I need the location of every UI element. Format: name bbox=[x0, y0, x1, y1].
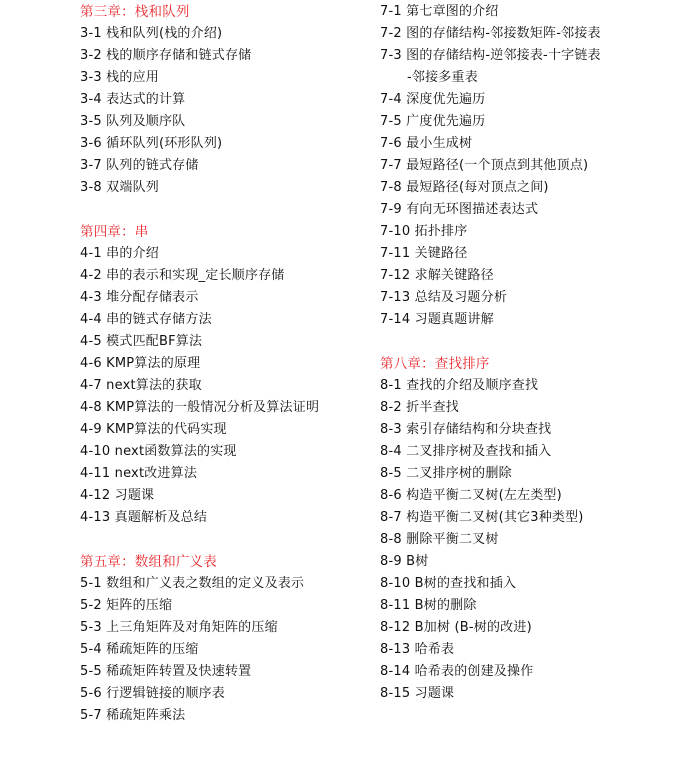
toc-item-8-6: 8-6 构造平衡二叉树(左左类型) bbox=[380, 488, 562, 503]
toc-item-8-11: 8-11 B树的删除 bbox=[380, 598, 477, 613]
toc-item-8-10: 8-10 B树的查找和插入 bbox=[380, 576, 517, 591]
toc-item-7-14: 7-14 习题真题讲解 bbox=[380, 312, 494, 327]
toc-item-4-6: 4-6 KMP算法的原理 bbox=[80, 356, 201, 371]
toc-item-4-9: 4-9 KMP算法的代码实现 bbox=[80, 422, 227, 437]
toc-item-5-5: 5-5 稀疏矩阵转置及快速转置 bbox=[80, 664, 252, 679]
chapter-3-section bbox=[80, 1, 370, 199]
chapter-4-section bbox=[80, 221, 370, 529]
toc-item-4-13: 4-13 真题解析及总结 bbox=[80, 510, 208, 525]
toc-item-8-8: 8-8 删除平衡二叉树 bbox=[380, 532, 499, 547]
toc-item-8-15: 8-15 习题课 bbox=[380, 686, 455, 701]
toc-item-5-2: 5-2 矩阵的压缩 bbox=[80, 598, 173, 613]
section-spacer bbox=[80, 199, 370, 221]
toc-item-8-5: 8-5 二叉排序树的删除 bbox=[380, 466, 512, 481]
toc-item-8-7: 8-7 构造平衡二叉树(其它3种类型) bbox=[380, 510, 584, 525]
toc-item-8-1: 8-1 查找的介绍及顺序查找 bbox=[380, 378, 539, 393]
toc-item-7-6: 7-6 最小生成树 bbox=[380, 136, 473, 151]
toc-item-4-10: 4-10 next函数算法的实现 bbox=[80, 444, 237, 459]
toc-item-7-9: 7-9 有向无环图描述表达式 bbox=[380, 202, 539, 217]
toc-item-3-6: 3-6 循环队列(环形队列) bbox=[80, 136, 223, 151]
toc-item-7-12: 7-12 求解关键路径 bbox=[380, 268, 494, 283]
toc-item-7-2: 7-2 图的存储结构-邻接数矩阵-邻接表 bbox=[380, 26, 601, 41]
toc-item-4-3: 4-3 堆分配存储表示 bbox=[80, 290, 199, 305]
toc-item-7-1: 7-1 第七章图的介绍 bbox=[380, 4, 499, 19]
toc-item-8-3: 8-3 索引存储结构和分块查找 bbox=[380, 422, 552, 437]
toc-item-7-5: 7-5 广度优先遍历 bbox=[380, 114, 486, 129]
toc-item-8-12: 8-12 B加树 (B-树的改进) bbox=[380, 620, 532, 635]
toc-item-5-7: 5-7 稀疏矩阵乘法 bbox=[80, 708, 186, 723]
toc-item-4-7: 4-7 next算法的获取 bbox=[80, 378, 202, 393]
section-spacer bbox=[80, 529, 370, 551]
toc-item-7-3: 7-3 图的存储结构-逆邻接表-十字链表 bbox=[380, 48, 601, 63]
toc-item-4-5: 4-5 模式匹配BF算法 bbox=[80, 334, 203, 349]
toc-item-8-9: 8-9 B树 bbox=[380, 554, 429, 569]
toc-item-4-4: 4-4 串的链式存储方法 bbox=[80, 312, 212, 327]
toc-item-4-8: 4-8 KMP算法的一般情况分析及算法证明 bbox=[80, 400, 320, 415]
toc-item-8-4: 8-4 二叉排序树及查找和插入 bbox=[380, 444, 552, 459]
toc-item-4-2: 4-2 串的表示和实现_定长顺序存储 bbox=[80, 268, 285, 283]
chapter-5-section bbox=[80, 551, 370, 727]
toc-item-8-2: 8-2 折半查找 bbox=[380, 400, 459, 415]
toc-item-7-8: 7-8 最短路径(每对顶点之间) bbox=[380, 180, 549, 195]
toc-item-3-8: 3-8 双端队列 bbox=[80, 180, 159, 195]
chapter-8-title: 第八章：查找排序 bbox=[380, 356, 490, 372]
toc-item-4-12: 4-12 习题课 bbox=[80, 488, 155, 503]
toc-item-7-11: 7-11 关键路径 bbox=[380, 246, 468, 261]
chapter-7-section bbox=[380, 1, 680, 331]
toc-item-4-11: 4-11 next改进算法 bbox=[80, 466, 198, 481]
toc-item-7-13: 7-13 总结及习题分析 bbox=[380, 290, 508, 305]
toc-item-3-7: 3-7 队列的链式存储 bbox=[80, 158, 199, 173]
toc-item-4-1: 4-1 串的介绍 bbox=[80, 246, 159, 261]
toc-item-7-4: 7-4 深度优先遍历 bbox=[380, 92, 486, 107]
toc-item-3-3: 3-3 栈的应用 bbox=[80, 70, 159, 85]
toc-item-3-2: 3-2 栈的顺序存储和链式存储 bbox=[80, 48, 252, 63]
right-column bbox=[380, 1, 680, 705]
toc-item-5-3: 5-3 上三角矩阵及对角矩阵的压缩 bbox=[80, 620, 278, 635]
left-column bbox=[80, 1, 370, 727]
chapter-8-section bbox=[380, 353, 680, 705]
toc-item-7-3-continuation: -邻接多重表 bbox=[407, 70, 478, 85]
chapter-4-title: 第四章：串 bbox=[80, 224, 149, 240]
section-spacer bbox=[380, 331, 680, 353]
toc-item-3-5: 3-5 队列及顺序队 bbox=[80, 114, 186, 129]
toc-item-8-14: 8-14 哈希表的创建及操作 bbox=[380, 664, 534, 679]
chapter-5-title: 第五章：数组和广义表 bbox=[80, 554, 217, 570]
toc-item-5-6: 5-6 行逻辑链接的顺序表 bbox=[80, 686, 225, 701]
toc-item-3-4: 3-4 表达式的计算 bbox=[80, 92, 186, 107]
toc-item-5-4: 5-4 稀疏矩阵的压缩 bbox=[80, 642, 199, 657]
chapter-3-title: 第三章：栈和队列 bbox=[80, 4, 190, 20]
toc-item-3-1: 3-1 栈和队列(栈的介绍) bbox=[80, 26, 223, 41]
toc-item-7-7: 7-7 最短路径(一个顶点到其他顶点) bbox=[380, 158, 589, 173]
toc-item-7-10: 7-10 拓扑排序 bbox=[380, 224, 468, 239]
toc-item-5-1: 5-1 数组和广义表之数组的定义及表示 bbox=[80, 576, 305, 591]
toc-item-8-13: 8-13 哈希表 bbox=[380, 642, 455, 657]
